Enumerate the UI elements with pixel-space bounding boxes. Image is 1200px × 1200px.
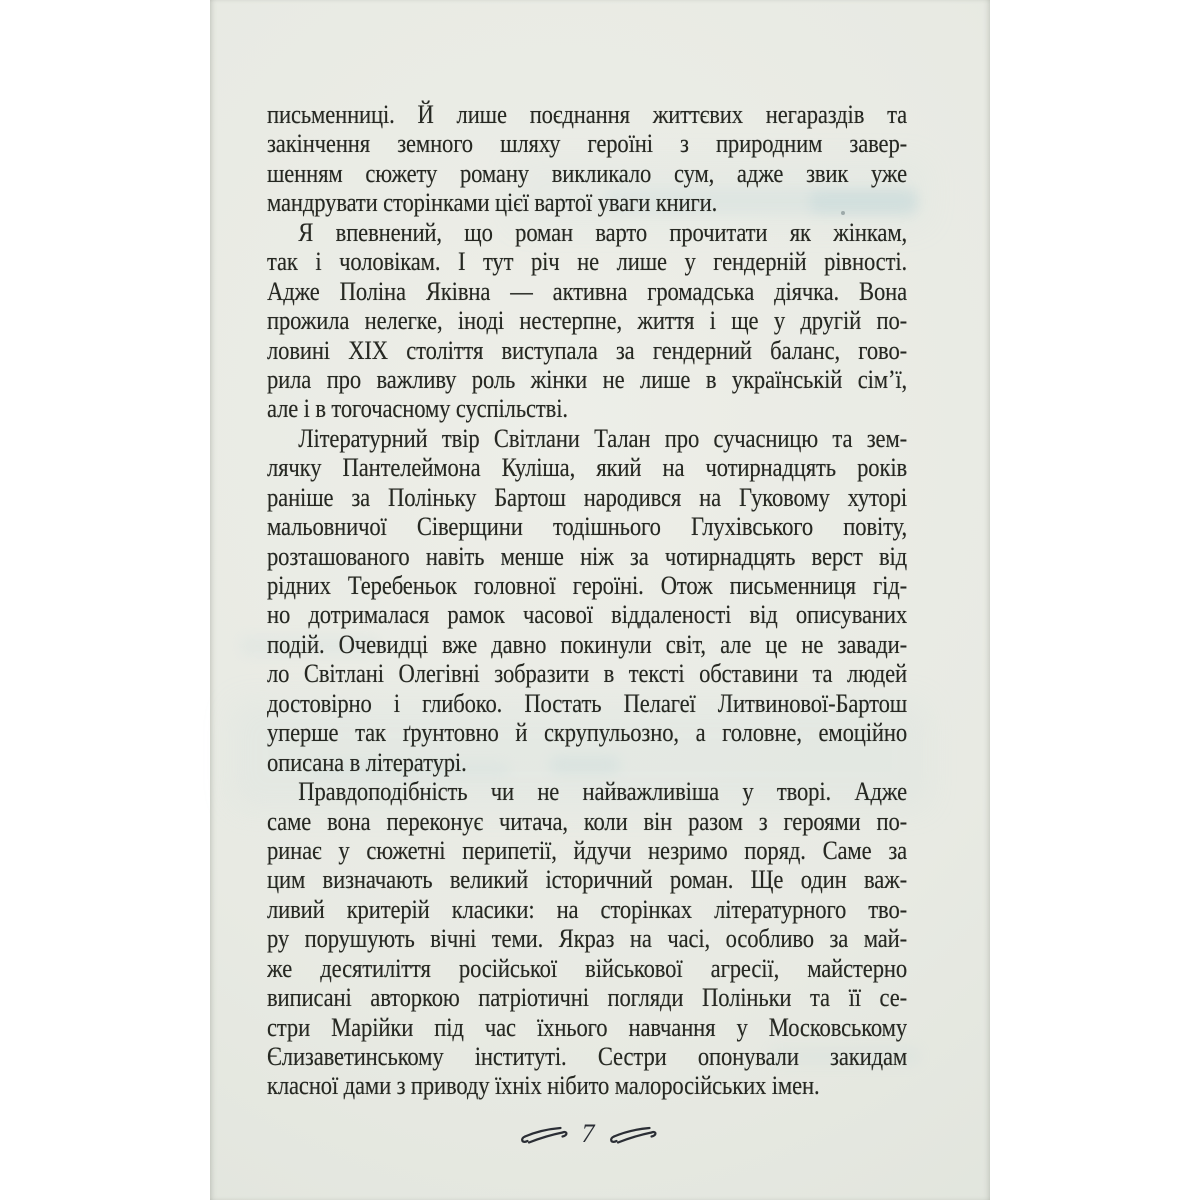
book-page — [210, 0, 990, 1200]
paragraph — [267, 424, 907, 777]
text-line: мальовничої Сіверщини тодішнього Глухівського повіту, — [267, 512, 908, 542]
text-line: Єлизаветинському інституті. Сестри опонували закидам — [267, 1042, 908, 1071]
text-line: цим визначають великий історичний роман. Ще один важ- — [267, 865, 908, 895]
text-line: описана в літературі. — [267, 747, 467, 777]
swash-ornament-left — [519, 1124, 569, 1146]
text-line: достовірно і глибоко. Постать Пелагеї Литвинової-Бартош — [267, 688, 908, 718]
page-number: 7 — [581, 1119, 595, 1148]
text-line: шенням сюжету роману викликало сум, адже звик уже — [267, 158, 908, 188]
text-line: ру порушують вічні теми. Якраз на часі, особливо за май- — [267, 924, 908, 954]
page-footer — [519, 1119, 658, 1148]
text-line: ринає у сюжетні перипетії, йдучи незримо поряд. Саме за — [267, 835, 908, 865]
text-line: раніше за Поліньку Бартош народився на Гуковому хуторі — [267, 482, 908, 512]
text-line: ливий критерій класики: на сторінках літературного тво- — [267, 894, 908, 924]
text-line: прожила нелегке, іноді нестерпне, життя і ще у другій по- — [267, 306, 908, 336]
text-line: ловині XIX століття виступала за гендерний баланс, гово- — [267, 335, 908, 365]
text-line: подій. Очевидці вже давно покинули світ, але це не завади- — [267, 629, 908, 659]
text-line: Літературний твір Світлани Талан про сучасницю та зем- — [298, 423, 908, 453]
text-line: же десятиліття російської військової агресії, майстерно — [267, 953, 908, 983]
swash-ornament-right — [608, 1124, 658, 1146]
text-line: саме вона переконує читача, коли він разом з героями по- — [267, 806, 908, 836]
text-line: Адже Поліна Яківна — активна громадська діячка. Вона — [267, 276, 908, 306]
text-line: Правдоподібність чи не найважливіша у творі. Адже — [298, 777, 908, 807]
text-line: уперше так ґрунтовно й скрупульозно, а головне, емоційно — [267, 718, 908, 748]
text-line: розташованого навіть менше ніж за чотирнадцять верст від — [267, 541, 908, 571]
body-paragraphs — [267, 100, 907, 1101]
text-line: письменниці. Й лише поєднання життєвих негараздів та — [267, 100, 908, 129]
text-line: закінчення земного шляху героїні з природним завер- — [267, 129, 908, 159]
text-line: класної дами з приводу їхніх нібито малоросійських імен. — [267, 1071, 820, 1101]
page-text — [267, 100, 907, 1101]
text-line: рідних Теребеньок головної героїні. Отож письменниця гід- — [267, 571, 908, 600]
text-line: рила про важливу роль жінки не лише в українській сім’ї, — [267, 364, 908, 394]
text-line: Я впевнений, що роман варто прочитати як жінкам, — [298, 217, 908, 247]
text-line: але і в тогочасному суспільстві. — [267, 394, 568, 424]
text-line: лячку Пантелеймона Куліша, який на чотирнадцять років — [267, 453, 908, 483]
text-line: виписані авторкою патріотичні погляди Поліньки та її се- — [267, 983, 908, 1013]
text-line: ло Світлані Олегівні зобразити в тексті обставини та людей — [267, 659, 908, 689]
text-line: но дотрималася рамок часової віддаленості від описуваних — [267, 600, 908, 630]
paragraph — [267, 218, 907, 424]
paragraph — [267, 100, 907, 218]
paragraph — [267, 777, 907, 1101]
text-line: стри Марійки під час їхнього навчання у Московському — [267, 1012, 908, 1042]
text-line: так і чоловікам. І тут річ не лише у гендерній рівності. — [267, 247, 908, 277]
text-line: мандрувати сторінками цієї вартої уваги книги. — [267, 188, 718, 218]
